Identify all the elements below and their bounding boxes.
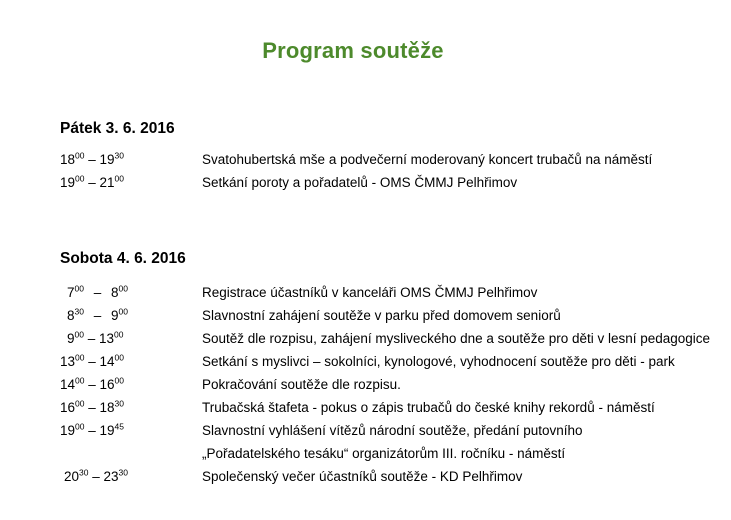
time-range: $13^{00} - 14^{00}$: [60, 352, 125, 369]
event-description: Setkání s myslivci – sokolníci, kynologové, vyhodnocení soutěže pro děti - park: [202, 354, 675, 369]
event-description: Společenský večer účastníků soutěže - KD Pelhřimov: [202, 469, 523, 484]
day-heading-saturday: Sobota 4. 6. 2016: [60, 250, 186, 267]
time-range: $16^{00} - 18^{30}$: [60, 398, 125, 415]
event-description: Slavnostní vyhlášení vítězů národní soutěže, předání putovního: [202, 423, 583, 438]
time-range: $18^{00} - 19^{30}$: [60, 150, 125, 167]
time-range: $9^{00} - 13^{00}$: [67, 329, 124, 346]
time-range: $14^{00} - 16^{00}$: [60, 375, 125, 392]
time-range: $20^{30} - 23^{30}$: [64, 467, 129, 484]
event-description: Slavnostní zahájení soutěže v parku před domovem seniorů: [202, 308, 561, 323]
time-range: $7^{00} - 8^{00}$: [67, 283, 128, 300]
page-title: Program soutěže: [262, 38, 444, 63]
event-description: Registrace účastníků v kanceláři OMS ČMMJ Pelhřimov: [202, 285, 538, 300]
time-range: $19^{00} - 21^{00}$: [60, 173, 125, 190]
day-heading-friday: Pátek 3. 6. 2016: [60, 120, 175, 137]
event-description: Trubačská štafeta - pokus o zápis trubačů do české knihy rekordů - náměstí: [202, 400, 655, 415]
event-description: „Pořadatelského tesáku“ organizátorům III. ročníku - náměstí: [202, 446, 566, 461]
event-description: Setkání poroty a pořadatelů - OMS ČMMJ Pelhřimov: [202, 175, 518, 190]
time-range: $8^{30} - 9^{00}$: [67, 306, 128, 323]
event-description: Soutěž dle rozpisu, zahájení mysliveckého dne a soutěže pro děti v lesní pedagogice: [202, 331, 711, 346]
time-range: $19^{00} - 19^{45}$: [60, 421, 125, 438]
event-description: Pokračování soutěže dle rozpisu.: [202, 377, 401, 392]
event-description: Svatohubertská mše a podvečerní moderovaný koncert trubačů na náměstí: [202, 152, 653, 167]
